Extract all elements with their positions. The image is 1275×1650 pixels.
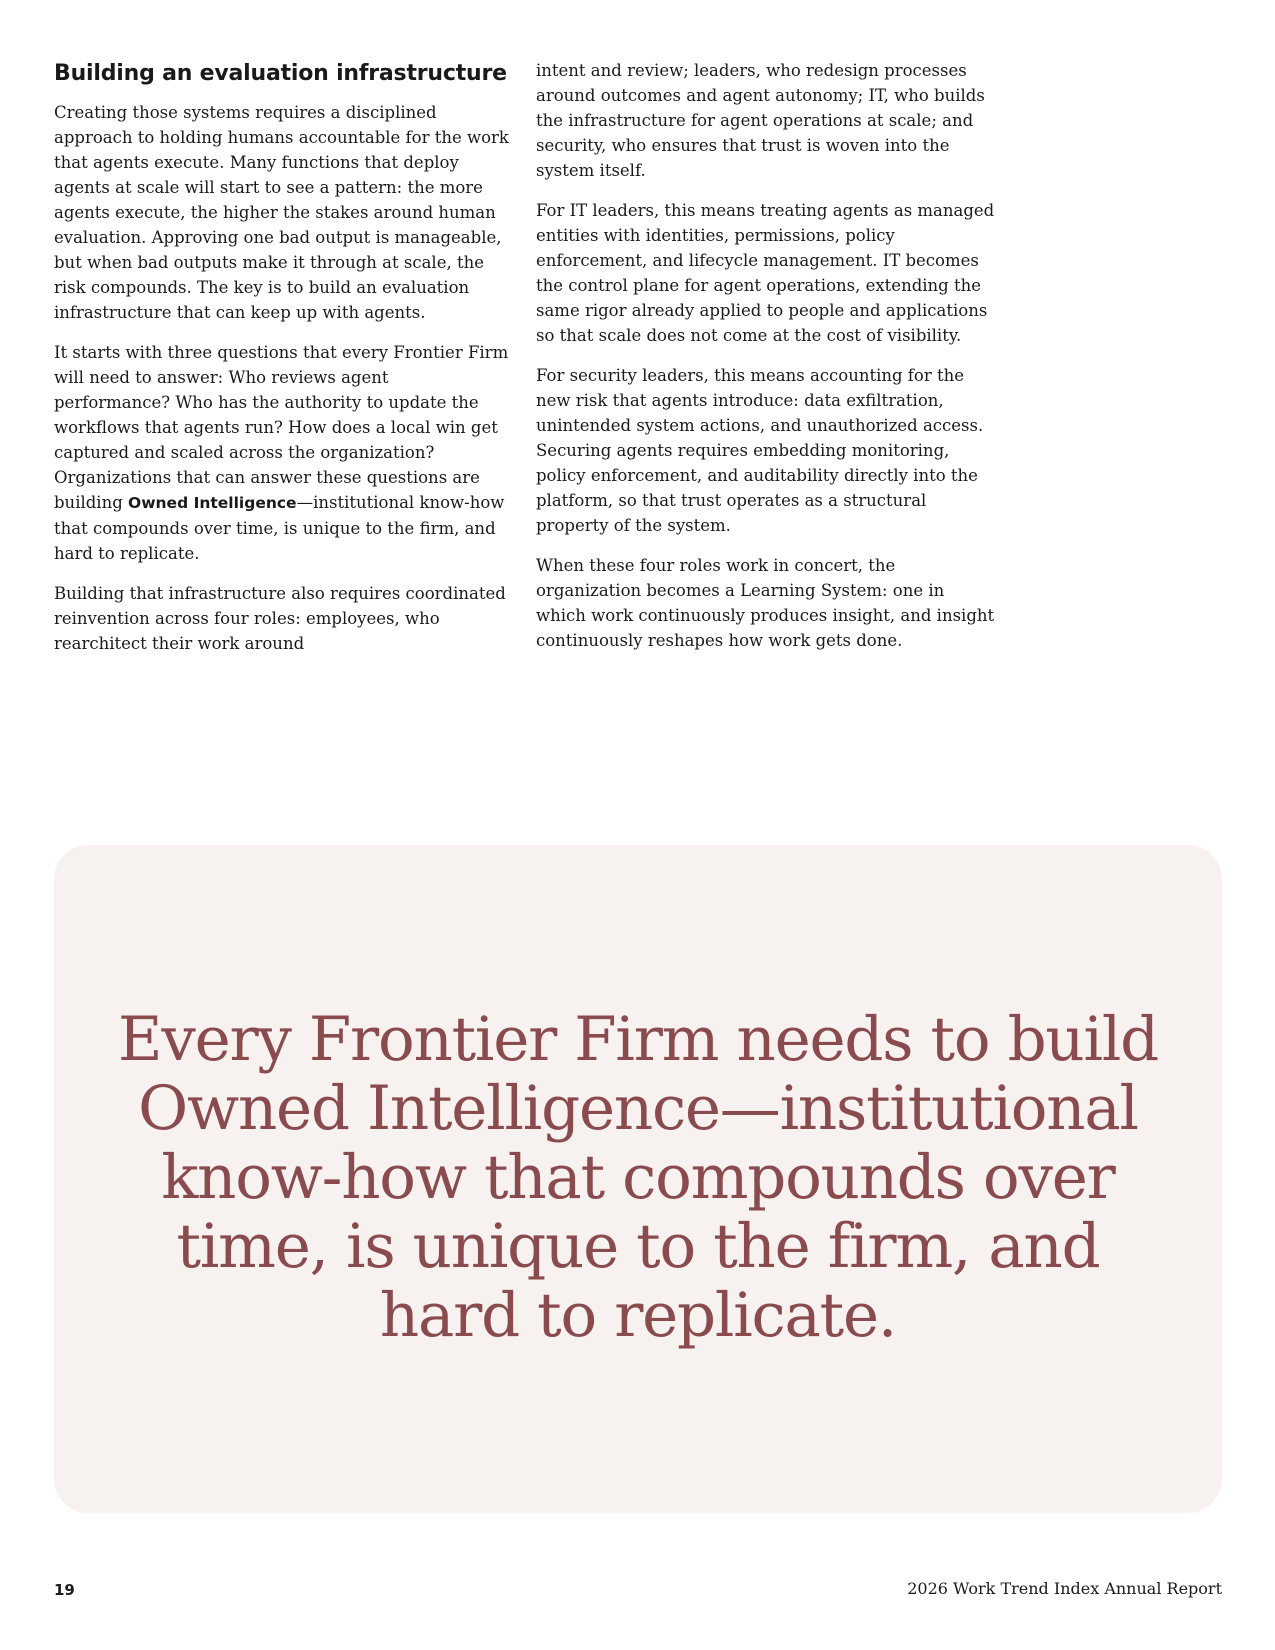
left-column	[54, 58, 509, 671]
paragraph-text: —institutional know-how that compounds over time, is unique to the firm, and hard to replicate.	[54, 493, 505, 563]
paragraph: intent and review; leaders, who redesign processes around outcomes and agent autonomy; IT, who builds the infrastructure for agent operations at scale; and security, who ensures that trust is woven into the system itself.	[536, 61, 985, 180]
section-heading: Building an evaluation infrastructure	[54, 61, 507, 86]
pull-quote-text: Every Frontier Firm needs to build Owned Intelligence—institutional know-how that compounds over time, is unique to the firm, and hard to replicate.	[118, 1003, 1158, 1351]
right-column	[536, 58, 996, 668]
pull-quote-box	[54, 845, 1222, 1513]
paragraph: For security leaders, this means accounting for the new risk that agents introduce: data exfiltration, unintended system actions, and unauthorized access. Securing agents requires embedding monitoring, policy enforcement, and auditability directly into the platform, so that trust operates as a structural property of the system.	[536, 366, 984, 535]
paragraph: For IT leaders, this means treating agents as managed entities with identities, permissions, policy enforcement, and lifecycle management. IT becomes the control plane for agent operations, extending the same rigor already applied to people and applications so that scale does not come at the cost of visibility.	[536, 201, 995, 345]
paragraph: When these four roles work in concert, the organization becomes a Learning System: one in which work continuously produces insight, and insight continuously reshapes how work gets done.	[536, 556, 995, 650]
paragraph-text: It starts with three questions that every Frontier Firm will need to answer: Who reviews agent performance? Who has the authority to update the workflows that agents run? How does a local win get captured and scaled across the organization? Organizations that can answer these questions are building	[54, 343, 509, 512]
owned-intelligence-term: Owned Intelligence	[128, 494, 297, 512]
paragraph	[54, 340, 509, 566]
paragraph: Creating those systems requires a disciplined approach to holding humans accountable for the work that agents execute. Many functions that deploy agents at scale will start to see a pattern: the more agents execute, the higher the stakes around human evaluation. Approving one bad output is manageable, but when bad outputs make it through at scale, the risk compounds. The key is to build an evaluation infrastructure that can keep up with agents.	[54, 103, 509, 322]
paragraph: Building that infrastructure also requires coordinated reinvention across four roles: employees, who rearchitect their work around	[54, 584, 506, 653]
report-title: 2026 Work Trend Index Annual Report	[907, 1579, 1222, 1598]
page-number: 19	[54, 1581, 75, 1599]
